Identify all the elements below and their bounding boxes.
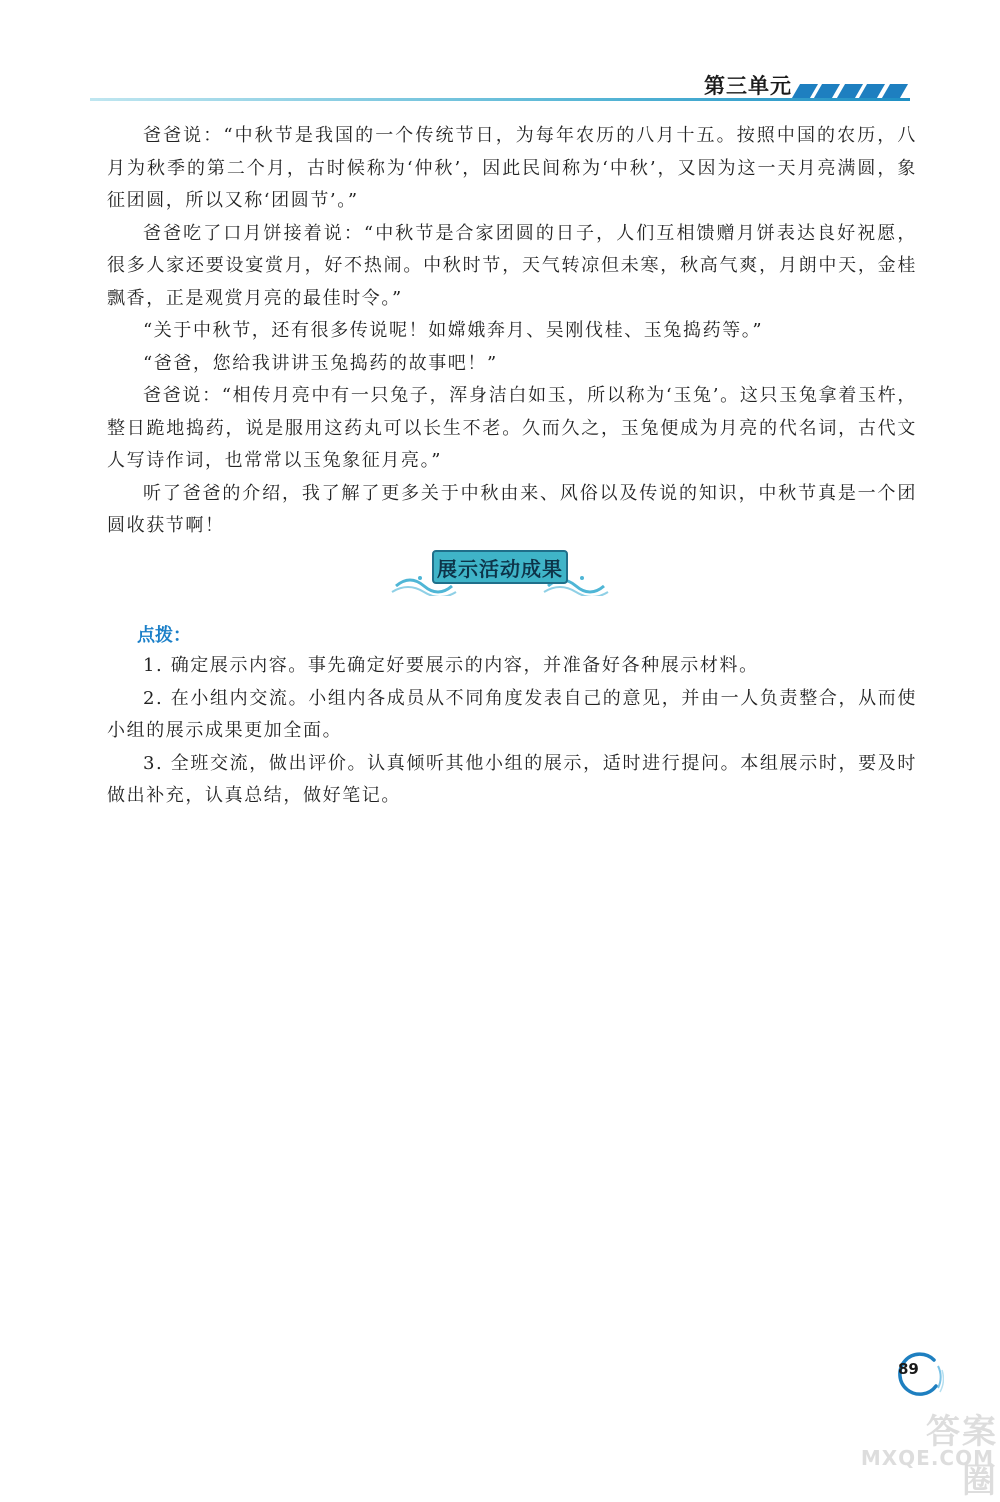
watermark: [848, 1404, 998, 1501]
section-banner: [390, 548, 610, 596]
hint-label: 点拨：: [137, 625, 191, 646]
page-number: 89: [898, 1360, 919, 1378]
paragraph: 听了爸爸的介绍，我了解了更多关于中秋由来、风俗以及传说的知识，中秋节真是一个团圆收获节啊！: [107, 482, 917, 536]
page-number-badge: [888, 1348, 944, 1404]
hint-item: 1. 确定展示内容。事先确定好要展示的内容，并准备好各种展示材料。: [143, 655, 759, 676]
header-stripes-decoration: [796, 84, 904, 98]
hints-section: [107, 622, 917, 813]
paragraph: 爸爸说：“中秋节是我国的一个传统节日，为每年农历的八月十五。按照中国的农历，八月为秋季的第二个月，古时候称为‘仲秋’，因此民间称为‘中秋’，又因为这一天月亮满圆，象征团圆，所以又称‘团圆节’。”: [107, 125, 917, 211]
watermark-url: MXQE.COM: [860, 1446, 994, 1470]
watermark-logo: 答案圈: [926, 1412, 998, 1501]
section-title-box: [432, 550, 568, 584]
paragraph: 爸爸说：“相传月亮中有一只兔子，浑身洁白如玉，所以称为‘玉兔’。这只玉兔拿着玉杵，整日跪地捣药，说是服用这药丸可以长生不老。久而久之，玉兔便成为月亮的代名词，古代文人写诗作词，也常常以玉兔象征月亮。”: [107, 385, 917, 471]
paragraph: “爸爸，您给我讲讲玉兔捣药的故事吧！”: [143, 352, 498, 374]
paragraph: “关于中秋节，还有很多传说呢！如嫦娥奔月、吴刚伐桂、玉兔捣药等。”: [143, 320, 764, 341]
page-header: [90, 70, 910, 106]
unit-title: 第三单元: [704, 74, 792, 98]
section-title: 展示活动成果: [437, 556, 563, 581]
story-body: [107, 120, 917, 543]
hint-item: 2. 在小组内交流。小组内各成员从不同角度发表自己的意见，并由一人负责整合，从而使小组的展示成果更加全面。: [107, 687, 917, 741]
hint-item: 3. 全班交流，做出评价。认真倾听其他小组的展示，适时进行提问。本组展示时，要及时做出补充，认真总结，做好笔记。: [107, 752, 917, 806]
paragraph: 爸爸吃了口月饼接着说：“中秋节是合家团圆的日子，人们互相馈赠月饼表达良好祝愿，很多人家还要设宴赏月，好不热闹。中秋时节，天气转凉但未寒，秋高气爽，月朗中天，金桂飘香，正是观赏月亮的最佳时令。”: [107, 222, 917, 309]
